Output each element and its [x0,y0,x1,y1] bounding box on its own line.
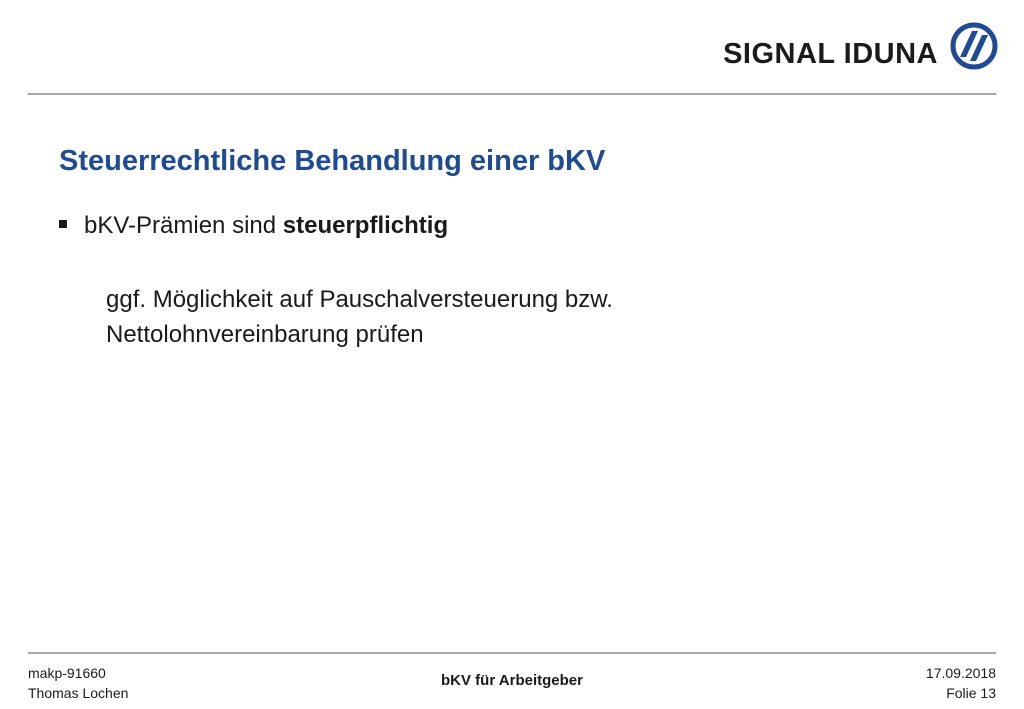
bullet-emphasis: steuerpflichtig [282,212,449,239]
document-code: makp-91660 [28,665,106,681]
sub-paragraph [106,282,613,352]
slide-header [0,0,1024,94]
sub-line: Nettolohnvereinbarung prüfen [106,321,424,348]
header-divider [28,93,996,95]
bullet-item [59,212,448,240]
footer-divider [28,652,996,654]
signal-iduna-logo-icon [950,22,998,70]
slide-date: 17.09.2018 [925,665,996,681]
footer-right [926,663,996,703]
square-bullet-icon [59,220,67,228]
author-name: Thomas Lochen [28,685,129,701]
footer-title: bKV für Arbeitgeber [441,672,583,689]
slide-number: Folie 13 [946,685,996,701]
bullet-text: bKV-Prämien sind [84,212,283,239]
sub-line: ggf. Möglichkeit auf Pauschalversteuerung bzw. [106,286,613,313]
brand-name: SIGNAL IDUNA [723,38,938,70]
slide-title: Steuerrechtliche Behandlung einer bKV [59,145,606,177]
